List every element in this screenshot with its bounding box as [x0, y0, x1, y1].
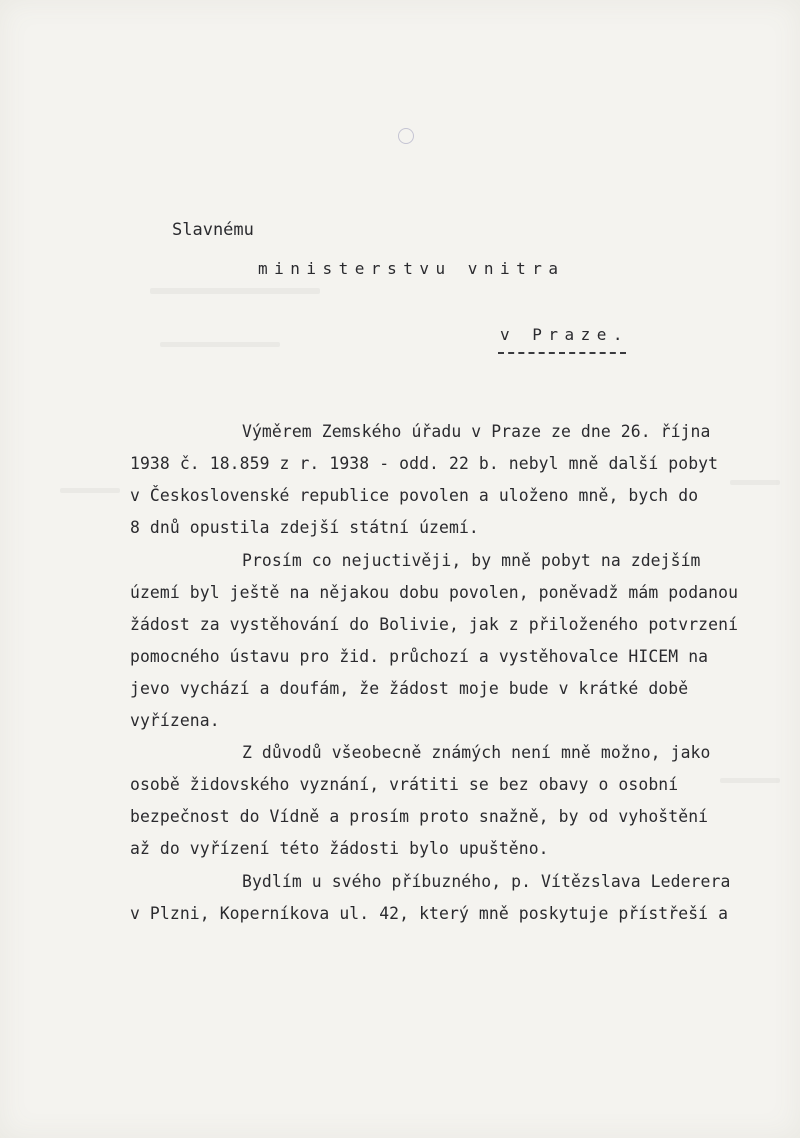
faint-stamp-mark	[398, 128, 414, 144]
text-line: Bydlím u svého příbuzného, p. Vítězslava Ledererа	[242, 872, 731, 891]
text-line: jevo vychází a doufám, že žádost moje bude v krátké době	[130, 679, 689, 698]
text-line: v Plzni, Koperníkova ul. 42, který mně poskytuje přístřeší a	[130, 904, 729, 923]
salutation-line-3: v Praze.	[500, 325, 630, 344]
text-line: vyřízena.	[130, 711, 220, 730]
text-line: Z důvodů všeobecně známých není mně možno, jako	[242, 743, 711, 762]
dashed-underline	[498, 352, 626, 354]
text-line: až do vyřízení této žádosti bylo upuštěno.	[130, 839, 549, 858]
text-line: Výměrem Zemského úřadu v Praze ze dne 26. října	[242, 422, 711, 441]
bleed-through-mark	[720, 778, 780, 783]
bleed-through-mark	[60, 488, 120, 493]
text-line: bezpečnost do Vídně a prosím proto snažně, by od vyhoštění	[130, 807, 709, 826]
salutation-line-2: ministerstvu vnitra	[258, 259, 565, 278]
text-line: 8 dnů opustila zdejší státní území.	[130, 518, 479, 537]
bleed-through-mark	[730, 480, 780, 485]
text-line: žádost za vystěhování do Bolivie, jak z přiloženého potvrzení	[130, 615, 739, 634]
salutation-line-1: Slavnému	[172, 220, 254, 240]
text-line: Prosím co nejuctivěji, by mně pobyt na zdejším	[242, 551, 701, 570]
bleed-through-mark	[160, 342, 280, 347]
text-line: 1938 č. 18.859 z r. 1938 - odd. 22 b. nebyl mně další pobyt	[130, 454, 719, 473]
text-line: pomocného ústavu pro žid. průchozí a vystěhovalce HICEM na	[130, 647, 709, 666]
text-line: v Československé republice povolen a uloženo mně, bych do	[130, 486, 699, 505]
text-line: území byl ještě na nějakou dobu povolen, poněvadž mám podanou	[130, 583, 739, 602]
bleed-through-mark	[150, 288, 320, 294]
text-line: osobě židovského vyznání, vrátiti se bez obavy o osobní	[130, 775, 679, 794]
